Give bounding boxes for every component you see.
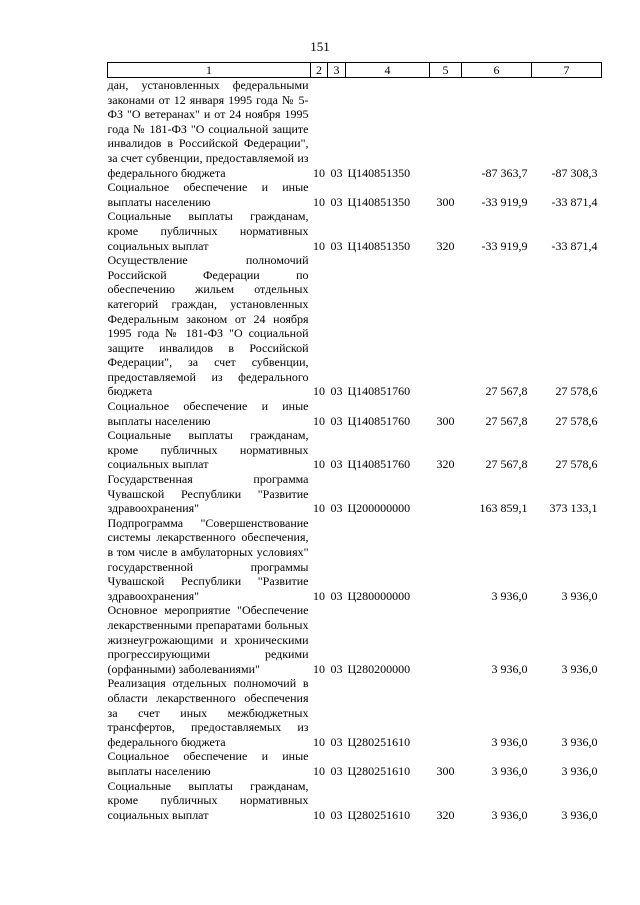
table-row bbox=[108, 253, 602, 399]
section-code: 10 bbox=[313, 238, 325, 253]
section-code: 10 bbox=[313, 734, 325, 749]
table-row bbox=[108, 749, 602, 778]
subsection-code: 03 bbox=[330, 457, 343, 472]
amount-column-6: 3 936,0 bbox=[491, 807, 528, 822]
table-row bbox=[108, 603, 602, 676]
column-header: 4 bbox=[346, 63, 430, 78]
column-header: 5 bbox=[430, 63, 462, 78]
expense-type-code: 320 bbox=[436, 457, 455, 472]
row-description: Социальные выплаты гражданам, кроме публичных нормативных социальных выплат bbox=[107, 778, 309, 822]
subsection-code: 03 bbox=[330, 194, 343, 209]
expense-type-code: 320 bbox=[436, 807, 455, 822]
page-number: 151 bbox=[310, 39, 330, 54]
row-description: Социальное обеспечение и иные выплаты населению bbox=[107, 399, 309, 428]
table-header bbox=[108, 63, 602, 78]
amount-column-7: 3 936,0 bbox=[561, 661, 598, 676]
row-description: Социальное обеспечение и иные выплаты населению bbox=[107, 749, 309, 778]
target-article-code: Ц200000000 bbox=[347, 501, 411, 516]
expense-type-code: 300 bbox=[436, 763, 455, 778]
section-code: 10 bbox=[313, 384, 325, 399]
row-description: Подпрограмма "Совершенствование системы лекарственного обеспечения, в том числе в амбулаторных условиях" государственной программы Чувашской Республики "Развитие здравоохранения" bbox=[107, 515, 309, 603]
row-description: Социальные выплаты гражданам, кроме публичных нормативных социальных выплат bbox=[107, 428, 309, 472]
section-code: 10 bbox=[313, 194, 325, 209]
amount-column-7: 27 578,6 bbox=[555, 413, 598, 428]
target-article-code: Ц140851350 bbox=[347, 238, 411, 253]
amount-column-6: 27 567,8 bbox=[485, 384, 528, 399]
table-row bbox=[108, 516, 602, 604]
column-header: 7 bbox=[532, 63, 602, 78]
row-description: Реализация отдельных полномочий в области лекарственного обеспечения за счет иных межбюджетных трансфертов, предоставляемых из федерального бюджета bbox=[107, 676, 309, 749]
target-article-code: Ц140851350 bbox=[347, 165, 411, 180]
expense-type-code bbox=[430, 676, 462, 749]
column-header: 3 bbox=[328, 63, 346, 78]
amount-column-6: 3 936,0 bbox=[491, 763, 528, 778]
amount-column-7: -87 308,3 bbox=[551, 165, 598, 180]
target-article-code: Ц140851760 bbox=[347, 457, 411, 472]
amount-column-6: -33 919,9 bbox=[481, 194, 528, 209]
expense-type-code bbox=[430, 603, 462, 676]
amount-column-7: 373 133,1 bbox=[549, 501, 598, 516]
amount-column-6: -33 919,9 bbox=[481, 238, 528, 253]
row-description: Основное мероприятие "Обеспечение лекарственными препаратами больных жизнеугрожающими и хроническими прогрессирующими редкими (орфанными) заболеваниями" bbox=[107, 603, 309, 676]
amount-column-6: 3 936,0 bbox=[491, 588, 528, 603]
amount-column-7: -33 871,4 bbox=[551, 194, 598, 209]
amount-column-7: -33 871,4 bbox=[551, 238, 598, 253]
target-article-code: Ц280251610 bbox=[347, 763, 411, 778]
column-header: 2 bbox=[311, 63, 328, 78]
row-description: Социальное обеспечение и иные выплаты населению bbox=[107, 180, 309, 209]
expense-type-code bbox=[430, 516, 462, 604]
subsection-code: 03 bbox=[330, 501, 343, 516]
amount-column-6: 27 567,8 bbox=[485, 413, 528, 428]
table-row bbox=[108, 180, 602, 209]
expense-type-code bbox=[430, 472, 462, 516]
section-code: 10 bbox=[313, 807, 325, 822]
expense-type-code bbox=[430, 253, 462, 399]
section-code: 10 bbox=[313, 763, 325, 778]
column-header: 6 bbox=[462, 63, 532, 78]
subsection-code: 03 bbox=[330, 165, 343, 180]
amount-column-7: 27 578,6 bbox=[555, 384, 598, 399]
expense-type-code: 320 bbox=[436, 238, 455, 253]
amount-column-7: 3 936,0 bbox=[561, 807, 598, 822]
target-article-code: Ц140851350 bbox=[347, 194, 411, 209]
header-row bbox=[108, 63, 602, 78]
table-row bbox=[108, 78, 602, 181]
target-article-code: Ц280000000 bbox=[347, 588, 411, 603]
subsection-code: 03 bbox=[330, 588, 343, 603]
section-code: 10 bbox=[313, 501, 325, 516]
section-code: 10 bbox=[313, 413, 325, 428]
expense-type-code bbox=[430, 78, 462, 181]
subsection-code: 03 bbox=[330, 384, 343, 399]
subsection-code: 03 bbox=[330, 763, 343, 778]
table-row bbox=[108, 472, 602, 516]
section-code: 10 bbox=[313, 661, 325, 676]
target-article-code: Ц280251610 bbox=[347, 734, 411, 749]
section-code: 10 bbox=[313, 165, 325, 180]
target-article-code: Ц280251610 bbox=[347, 807, 411, 822]
amount-column-6: 3 936,0 bbox=[491, 734, 528, 749]
table-row bbox=[108, 676, 602, 749]
row-description: Государственная программа Чувашской Республики "Развитие здравоохранения" bbox=[107, 472, 309, 516]
subsection-code: 03 bbox=[330, 807, 343, 822]
subsection-code: 03 bbox=[330, 661, 343, 676]
amount-column-6: -87 363,7 bbox=[481, 165, 528, 180]
table-row bbox=[108, 209, 602, 253]
amount-column-7: 27 578,6 bbox=[555, 457, 598, 472]
section-code: 10 bbox=[313, 457, 325, 472]
table-row bbox=[108, 428, 602, 472]
amount-column-6: 27 567,8 bbox=[485, 457, 528, 472]
expense-type-code: 300 bbox=[436, 194, 455, 209]
amount-column-7: 3 936,0 bbox=[561, 734, 598, 749]
row-description: дан, установленных федеральными законами от 12 января 1995 года № 5-ФЗ "О ветеранах" и от 24 ноября 1995 года № 181-ФЗ "О социальной защите инвалидов в Российской Федерации", за счет субвенции, предоставляемой из федерального бюджета bbox=[107, 78, 309, 180]
target-article-code: Ц140851760 bbox=[347, 384, 411, 399]
table-row bbox=[108, 399, 602, 428]
section-code: 10 bbox=[313, 588, 325, 603]
row-description: Осуществление полномочий Российской Федерации по обеспечению жильем отдельных категорий граждан, установленных Федеральным законом от 24 ноября 1995 года № 181-ФЗ "О социальной защите инвалидов в Российской Федерации", за счет субвенции, предоставляемой из федерального бюджета bbox=[107, 253, 309, 399]
expense-type-code: 300 bbox=[436, 413, 455, 428]
target-article-code: Ц280200000 bbox=[347, 661, 411, 676]
amount-column-7: 3 936,0 bbox=[561, 763, 598, 778]
table-row bbox=[108, 779, 602, 823]
table-body bbox=[108, 78, 602, 823]
subsection-code: 03 bbox=[330, 413, 343, 428]
subsection-code: 03 bbox=[330, 238, 343, 253]
amount-column-6: 3 936,0 bbox=[491, 661, 528, 676]
row-description: Социальные выплаты гражданам, кроме публичных нормативных социальных выплат bbox=[107, 209, 309, 253]
column-header: 1 bbox=[108, 63, 311, 78]
target-article-code: Ц140851760 bbox=[347, 413, 411, 428]
amount-column-7: 3 936,0 bbox=[561, 588, 598, 603]
budget-table bbox=[107, 62, 602, 822]
amount-column-6: 163 859,1 bbox=[479, 501, 528, 516]
subsection-code: 03 bbox=[330, 734, 343, 749]
